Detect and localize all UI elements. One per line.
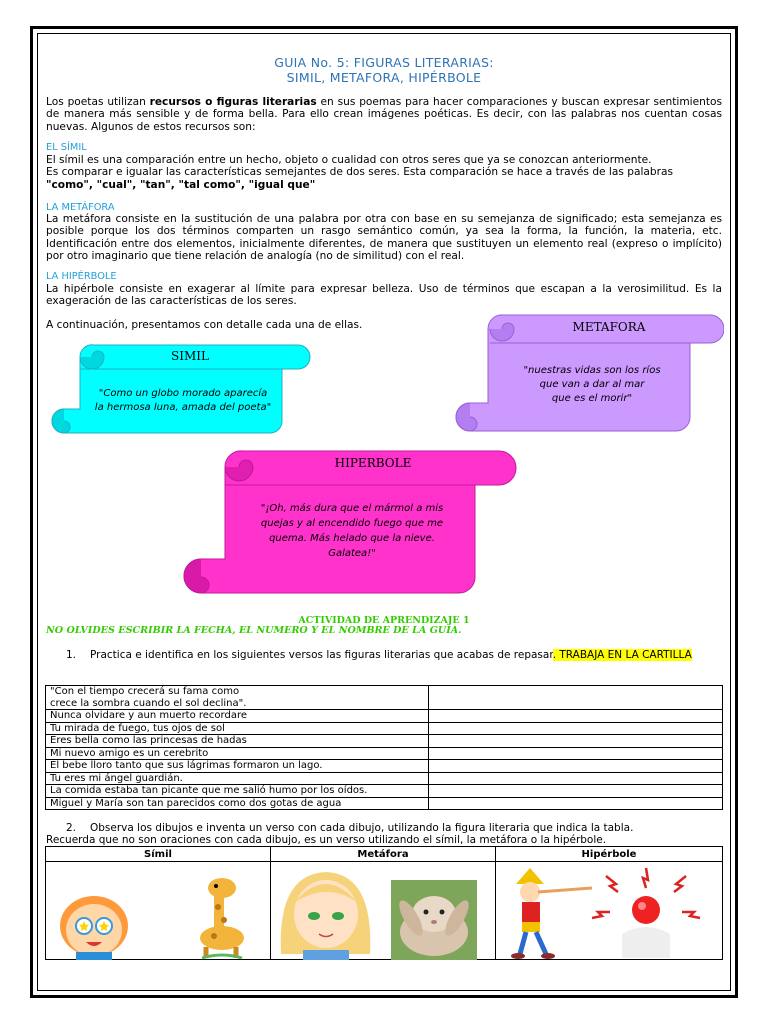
girl-face-icon bbox=[281, 872, 371, 960]
activity-title: ACTIVIDAD DE APRENDIZAJE 1 bbox=[298, 615, 470, 626]
verse-cell: La comida estaba tan picante que me salió humo por los oídos. bbox=[46, 785, 429, 798]
child-face-icon bbox=[60, 896, 128, 960]
guide-title-line1: GUIA No. 5: FIGURAS LITERARIAS: bbox=[274, 55, 494, 70]
verse-cell: Eres bella como las princesas de hadas bbox=[46, 735, 429, 748]
simil-drawings-cell bbox=[46, 862, 271, 960]
answer-cell[interactable] bbox=[429, 722, 723, 735]
verse-cell: Tu mirada de fuego, tus ojos de sol bbox=[46, 722, 429, 735]
rabbit-icon bbox=[391, 880, 477, 960]
verse-cell: Miguel y María son tan parecidos como dos gotas de agua bbox=[46, 797, 429, 810]
drawings-table bbox=[45, 846, 723, 960]
continuation-text: A continuación, presentamos con detalle cada una de ellas. bbox=[46, 319, 363, 331]
answer-cell[interactable] bbox=[429, 772, 723, 785]
headache-icon bbox=[592, 868, 700, 958]
metafora-scroll-title: METAFORA bbox=[572, 320, 646, 334]
table-row bbox=[46, 735, 723, 748]
intro-paragraph: Los poetas utilizan recursos o figuras literarias en sus poemas para hacer comparaciones y buscan expresar sentimientos de manera más sensible y de forma bella. Para ello crean imágenes poéticas. Es decir, con las palabras nos cuentan cosas nuevas. Algunos de estos recursos son: bbox=[46, 96, 722, 133]
verse-cell: Mi nuevo amigo es un cerebrito bbox=[46, 747, 429, 760]
answer-cell[interactable] bbox=[429, 760, 723, 773]
simil-heading: EL SÍMIL bbox=[46, 142, 87, 153]
header-simil: Símil bbox=[46, 847, 271, 862]
activity-subtitle: NO OLVIDES ESCRIBIR LA FECHA, EL NUMERO Y EL NOMBRE DE LA GUIA. bbox=[46, 625, 462, 636]
simil-scroll bbox=[50, 343, 312, 445]
verse-cell: Nunca olvidare y aun muerto recordare bbox=[46, 710, 429, 723]
verse-cell: "Con el tiempo crecerá su fama como crece la sombra cuando el sol declina". bbox=[46, 686, 429, 710]
hiperbole-drawings-cell bbox=[496, 862, 723, 960]
simil-paragraph: El símil es una comparación entre un hecho, objeto o cualidad con otros seres que ya se conozcan anteriormente. Es comparar e igualar las características semejantes de dos seres. Esta comparación se hace a través de las palabras "como", "cual", "tan", "tal como", "igual que" bbox=[46, 154, 673, 191]
guide-title-line2: SIMIL, METAFORA, HIPÉRBOLE bbox=[286, 70, 482, 85]
header-hiperbole: Hipérbole bbox=[496, 847, 723, 862]
answer-cell[interactable] bbox=[429, 797, 723, 810]
hiperbole-paragraph: La hipérbole consiste en exagerar al límite para expresar belleza. Uso de términos que escapan a la verosimilitud. Es la exageración de las características de los seres. bbox=[46, 283, 722, 308]
verse-cell: El bebe lloro tanto que sus lágrimas formaron un lago. bbox=[46, 760, 429, 773]
metafora-scroll-quote: "nuestras vidas son los ríos que van a dar al mar que es el morir" bbox=[523, 365, 661, 404]
metafora-drawings-cell bbox=[271, 862, 496, 960]
metafora-heading: LA METÁFORA bbox=[46, 202, 115, 213]
metafora-scroll bbox=[454, 313, 724, 437]
item1-instruction: Practica e identifica en los siguientes versos las figuras literarias que acabas de repasar. TRABAJA EN LA CARTILLA bbox=[90, 649, 692, 661]
hiperbole-scroll-title: HIPERBOLE bbox=[334, 456, 412, 470]
giraffe-icon bbox=[200, 878, 244, 958]
hiperbole-scroll-quote: "¡Oh, más dura que el mármol a mis quejas y al encendido fuego que me quema. Más helado que la nieve. Galatea!" bbox=[260, 503, 444, 559]
simil-scroll-title: SIMIL bbox=[171, 349, 209, 363]
item2-reminder: Recuerda que no son oraciones con cada dibujo, es un verso utilizando el símil, la metáfora o la hipérbole. bbox=[46, 834, 607, 846]
item2-number: 2. bbox=[66, 822, 77, 834]
table-row bbox=[46, 785, 723, 798]
verse-cell: Tu eres mi ángel guardián. bbox=[46, 772, 429, 785]
table-row bbox=[46, 710, 723, 723]
pinocchio-icon bbox=[511, 868, 592, 959]
metafora-paragraph: La metáfora consiste en la sustitución de una palabra por otra con base en su semejanza de significado; esta semejanza es posible porque los dos términos comparten un rasgo semántico común, ya sea la forma, la función, la materia, etc. Identificación entre dos elementos, inicialmente diferentes, de manera que sustituyen un elemento real (expreso o implícito) por otro imaginario que tiene relación de analogía (no de similitud) con el real. bbox=[46, 213, 722, 263]
answer-cell[interactable] bbox=[429, 747, 723, 760]
table-row bbox=[46, 772, 723, 785]
table-row bbox=[46, 797, 723, 810]
table-row bbox=[46, 686, 723, 710]
answer-cell[interactable] bbox=[429, 785, 723, 798]
table-row bbox=[46, 722, 723, 735]
simil-scroll-quote: "Como un globo morado aparecía la hermosa luna, amada del poeta" bbox=[94, 388, 272, 413]
hiperbole-heading: LA HIPÉRBOLE bbox=[46, 271, 117, 282]
hiperbole-scroll bbox=[183, 449, 517, 595]
answer-cell[interactable] bbox=[429, 710, 723, 723]
answer-cell[interactable] bbox=[429, 686, 723, 710]
verses-table bbox=[45, 685, 723, 810]
item2-instruction: Observa los dibujos e inventa un verso con cada dibujo, utilizando la figura literaria que indica la tabla. bbox=[90, 822, 634, 834]
table-row bbox=[46, 760, 723, 773]
header-metafora: Metáfora bbox=[271, 847, 496, 862]
answer-cell[interactable] bbox=[429, 735, 723, 748]
table-row bbox=[46, 747, 723, 760]
item1-number: 1. bbox=[66, 649, 77, 661]
